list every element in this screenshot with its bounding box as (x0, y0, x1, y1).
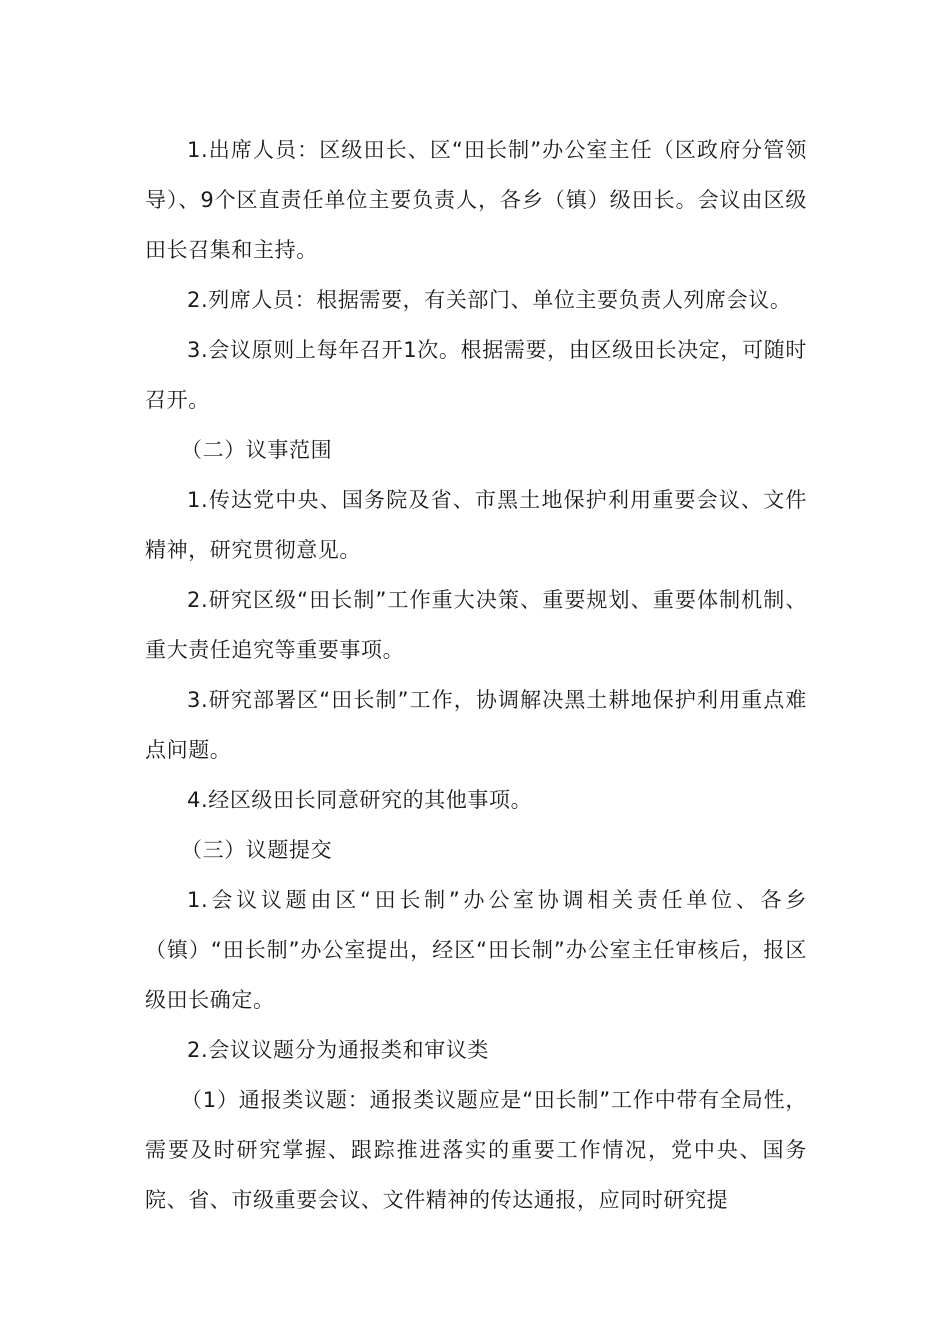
paragraph-topics-2-1: （1）通报类议题：通报类议题应是“田长制”工作中带有全局性，需要及时研究掌握、跟踪推进落实的重要工作情况，党中央、国务院、省、市级重要会议、文件精神的传达通报，应同时研究提 (145, 1088, 807, 1212)
paragraph-scope-3: 3.研究部署区“田长制”工作，协调解决黑土耕地保护利用重点难点问题。 (145, 688, 807, 762)
paragraph-scope-4: 4.经区级田长同意研究的其他事项。 (187, 788, 533, 812)
paragraph-observers: 2.列席人员：根据需要，有关部门、单位主要负责人列席会议。 (187, 288, 792, 312)
paragraph-frequency: 3.会议原则上每年召开1次。根据需要，由区级田长决定，可随时召开。 (145, 338, 807, 412)
section-heading-topics: （三）议题提交 (181, 838, 333, 862)
document-body (145, 125, 807, 1225)
paragraph-scope-1: 1.传达党中央、国务院及省、市黑土地保护利用重要会议、文件精神，研究贯彻意见。 (145, 488, 807, 562)
paragraph-scope-2: 2.研究区级“田长制”工作重大决策、重要规划、重要体制机制、重大责任追究等重要事项。 (145, 588, 807, 662)
section-heading-scope: （二）议事范围 (181, 438, 333, 462)
paragraph-topics-1: 1.会议议题由区“田长制”办公室协调相关责任单位、各乡（镇）“田长制”办公室提出，经区“田长制”办公室主任审核后，报区级田长确定。 (145, 888, 807, 1012)
paragraph-topics-2: 2.会议议题分为通报类和审议类 (187, 1038, 490, 1062)
paragraph-attendees: 1.出席人员：区级田长、区“田长制”办公室主任（区政府分管领导）、9个区直责任单位主要负责人，各乡（镇）级田长。会议由区级田长召集和主持。 (145, 138, 807, 262)
